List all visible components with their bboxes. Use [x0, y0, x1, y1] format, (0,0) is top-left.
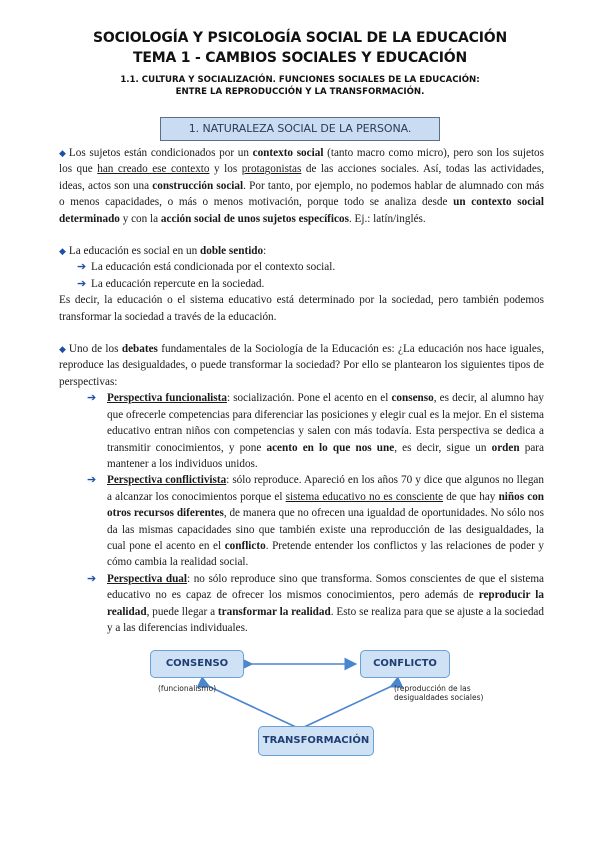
paragraph-debates: [59, 341, 544, 390]
bold-text: reproducir la realidad: [107, 589, 545, 618]
right-arrow-icon: ➔: [87, 572, 97, 585]
diamond-bullet-icon: ◆: [59, 148, 66, 158]
text: La educación es social en un: [68, 245, 201, 258]
subtitle: [0, 74, 600, 98]
transformacion-node: TRANSFORMACIÓN: [258, 726, 374, 756]
text: . Esto se realiza para que se ajuste a la sociedad y a las diferencias individuales.: [107, 605, 544, 634]
paragraph-contexto: [59, 145, 544, 227]
bold-text: orden: [491, 441, 520, 454]
bold-text: debates: [121, 343, 158, 356]
text: de que hay: [443, 490, 499, 503]
perspective-funcionalista: [59, 390, 544, 472]
bold-text: conflicto: [224, 539, 266, 552]
list-item-text: La educación repercute en la sociedad.: [91, 277, 265, 290]
text: y con la: [119, 212, 161, 225]
note-line-1: (reproducción de las: [394, 684, 471, 693]
perspective-label: Perspectiva conflictivista: [107, 474, 227, 487]
bold-text: contexto social: [252, 147, 324, 159]
funcionalismo-note: (funcionalismo): [158, 684, 217, 693]
underlined-text: han creado ese contexto: [97, 163, 210, 176]
right-arrow-icon: ➔: [77, 261, 87, 274]
subtitle-line-1: 1.1. CULTURA Y SOCIALIZACIÓN. FUNCIONES SOCIALES DE LA EDUCACIÓN:: [120, 75, 480, 85]
bold-text: consenso: [391, 392, 434, 405]
bold-text: acción social de unos sujetos específicos: [160, 212, 349, 225]
section-title: 1. NATURALEZA SOCIAL DE LA PERSONA.: [160, 117, 440, 141]
bold-text: construcción social: [152, 179, 244, 192]
transformacion-conflicto-arrow: [302, 686, 392, 728]
conflicto-node: CONFLICTO: [360, 650, 450, 678]
list-item: [59, 259, 544, 275]
text: , de manera que no ofrecen una igualdad de oportunidades. No sólo nos da las mismas capacidades sino que también existe una reproducción de las desigualdades, la cual pone el acento en el: [107, 507, 544, 552]
perspective-dual: [59, 571, 544, 637]
diamond-bullet-icon: ◆: [59, 246, 66, 257]
underlined-text: sistema educativo no es consciente: [285, 490, 444, 503]
text: de las acciones sociales. Así, todas las actividades, ideas, actos son una: [59, 163, 544, 192]
diamond-bullet-icon: ◆: [59, 344, 66, 355]
consenso-node: CONSENSO: [150, 650, 244, 678]
bold-text: niños con otros recursos diferentes: [107, 490, 545, 520]
bold-text: acento en lo que nos une: [266, 441, 395, 454]
perspectives-list: [59, 390, 544, 636]
text: , es decir, sigue un: [394, 441, 492, 454]
underlined-text: protagonistas: [241, 163, 302, 176]
text: . Pretende entender los conflictos y las relaciones de poder y cómo cambia la realidad social.: [107, 539, 544, 569]
bold-text: doble sentido: [200, 245, 264, 258]
right-arrow-icon: ➔: [87, 474, 97, 487]
text: :: [263, 245, 267, 258]
list-item: [59, 276, 544, 292]
topic-title: TEMA 1 - CAMBIOS SOCIALES Y EDUCACIÓN: [133, 50, 467, 66]
text: . Por tanto, por ejemplo, no podemos hablar de alumnado con más o menos capacidades, o más o menos motivación, porque todo se analiza desde: [59, 179, 544, 209]
right-arrow-icon: ➔: [77, 277, 87, 290]
paragraph-doble-sentido: [59, 243, 544, 259]
text: : socialización. Pone el acento en el: [226, 392, 392, 405]
text: y los: [209, 163, 242, 176]
transformacion-consenso-arrow: [208, 686, 298, 728]
subtitle-line-2: ENTRE LA REPRODUCCIÓN Y LA TRANSFORMACIÓN.: [175, 87, 425, 97]
text: fundamentales de la Sociología de la Educación es: ¿La educación nos hace iguales, reproduce las desigualdades, o puede transformar la sociedad? Por ello se plantearon los siguientes tipos de perspectivas:: [59, 343, 544, 388]
perspective-conflictivista: [59, 472, 544, 570]
reproduccion-note: [394, 684, 483, 702]
text: , puede llegar a: [146, 605, 218, 618]
paragraph-es-decir: Es decir, la educación o el sistema educativo está determinado por la sociedad, pero también podemos transformar la sociedad a través de la educación.: [59, 294, 544, 323]
text: Los sujetos están condicionados por un: [68, 147, 253, 159]
text: (tanto macro como micro), pero son los sujetos los que: [59, 147, 544, 176]
text: para mantener a los individuos unidos.: [107, 441, 544, 470]
perspectives-diagram: [150, 640, 490, 760]
text: Uno de los: [68, 343, 122, 356]
text: , es decir, al alumno hay que ofrecerle competencias para diferenciar las posiciones y elegir cual es la mejor. En el sistema educativo entran niños con competencias y salen con más todavía. Esta perspectiva se dedica a transmitir conocimientos, y pone: [107, 392, 544, 454]
list-item-text: La educación está condicionada por el contexto social.: [91, 261, 336, 274]
bold-text: un contexto social determinado: [59, 196, 544, 225]
perspective-label: Perspectiva funcionalista: [107, 392, 227, 405]
bold-text: transformar la realidad: [217, 605, 331, 618]
doble-sentido-list: [59, 259, 544, 292]
content-body: [59, 145, 544, 636]
note-line-2: desigualdades sociales): [394, 693, 484, 702]
right-arrow-icon: ➔: [87, 392, 97, 405]
text: : sólo reproduce. Apareció en los años 70 y dice que algunos no llegan a alcanzar los conocimientos porque el: [107, 474, 544, 503]
perspective-label: Perspectiva dual: [107, 572, 188, 585]
text: . Ej.: latín/inglés.: [348, 212, 426, 225]
text: : no sólo reproduce sino que transforma. Somos conscientes de que el sistema educativo no es capaz de ofrecer los mismos conocimientos, pero además de: [107, 572, 544, 602]
document-title: SOCIOLOGÍA Y PSICOLOGÍA SOCIAL DE LA EDUCACIÓN: [93, 30, 507, 46]
